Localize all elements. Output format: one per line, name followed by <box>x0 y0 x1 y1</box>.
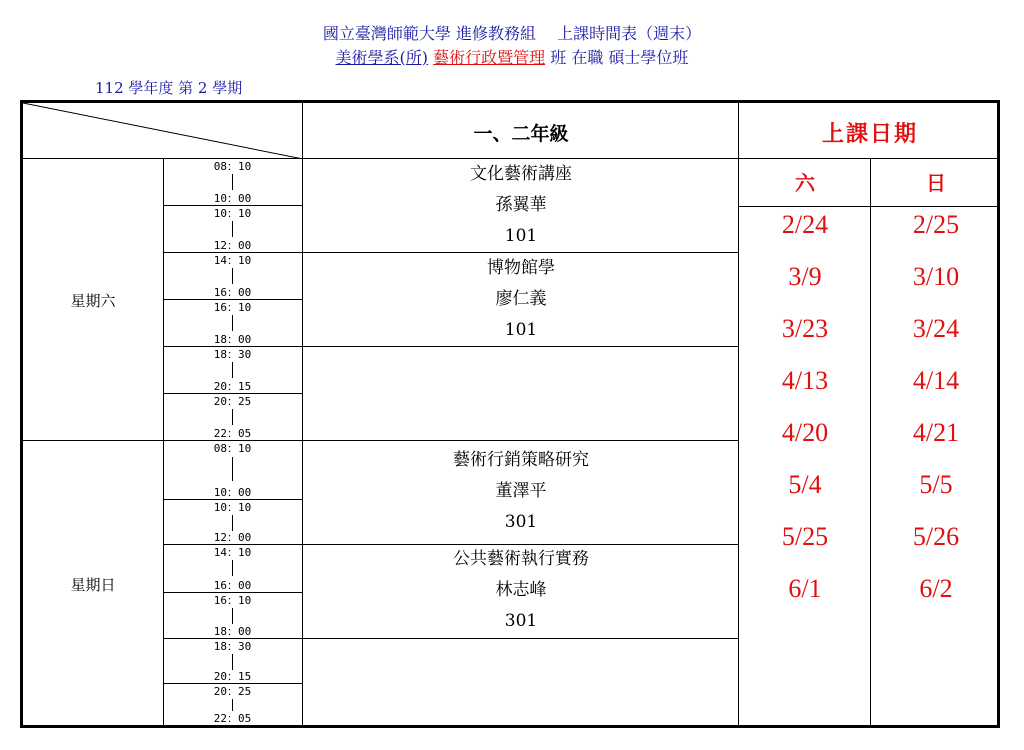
date-item: 6/2 <box>919 574 953 603</box>
schedule-title: 國立臺灣師範大學 進修教務組 上課時間表（週末） <box>322 24 702 43</box>
course-room: 301 <box>504 611 538 631</box>
slot-start: 18：30 <box>213 348 252 361</box>
course-cell <box>303 159 739 252</box>
program-name: 藝術行政暨管理 <box>433 48 546 67</box>
date-item: 3/24 <box>912 314 960 343</box>
slot-end: 16：00 <box>213 286 252 299</box>
course-cell <box>303 544 739 637</box>
program-type: 班 在職 碩士學位班 <box>550 48 689 67</box>
dates-header: 上課日期 <box>821 121 918 147</box>
date-item: 5/4 <box>788 470 822 499</box>
date-item: 4/13 <box>781 366 829 395</box>
slot-end: 18：00 <box>213 625 252 638</box>
time-slot <box>163 500 302 544</box>
slot-end: 20：15 <box>213 380 252 393</box>
date-item: 2/25 <box>912 210 960 239</box>
course-teacher: 林志峰 <box>495 580 547 600</box>
course-teacher: 孫翼華 <box>495 195 547 215</box>
date-item: 5/26 <box>912 522 960 551</box>
academic-term: 112 學年度 第 2 學期 <box>95 79 243 97</box>
course-teacher: 董澤平 <box>495 481 547 501</box>
date-item: 3/9 <box>788 262 822 291</box>
time-slot <box>163 253 302 299</box>
schedule-table <box>20 100 1000 728</box>
sunday-dates <box>871 199 1001 615</box>
day-label-sunday: 星期日 <box>70 576 116 594</box>
header-diagonal <box>23 103 303 159</box>
date-item: 6/1 <box>788 574 822 603</box>
slot-end: 16：00 <box>213 579 252 592</box>
date-item: 4/14 <box>912 366 960 395</box>
date-item: 5/25 <box>781 522 829 551</box>
day-label-saturday: 星期六 <box>70 292 116 310</box>
slot-end: 22：05 <box>213 712 252 725</box>
grid-line <box>23 440 739 441</box>
time-slot <box>163 394 302 440</box>
slot-start: 08：10 <box>213 160 252 173</box>
course-name: 公共藝術執行實務 <box>453 549 589 569</box>
saturday-dates <box>739 199 871 615</box>
slot-end: 20：15 <box>213 670 252 683</box>
course-teacher: 廖仁義 <box>495 289 547 309</box>
date-item: 4/21 <box>912 418 960 447</box>
slot-end: 22：05 <box>213 427 252 440</box>
slot-start: 10：10 <box>213 501 252 514</box>
date-item: 2/24 <box>781 210 829 239</box>
grade-header: 一、二年級 <box>473 123 569 145</box>
course-room: 101 <box>504 226 538 246</box>
program-title <box>0 45 1024 68</box>
slot-start: 08：10 <box>213 442 252 455</box>
course-room: 301 <box>504 512 538 532</box>
time-slot <box>163 206 302 252</box>
course-cell <box>303 253 739 346</box>
course-name: 文化藝術講座 <box>470 164 572 184</box>
department-name: 美術學系(所) <box>335 48 429 67</box>
slot-start: 16：10 <box>213 594 252 607</box>
slot-end: 12：00 <box>213 531 252 544</box>
date-item: 5/5 <box>919 470 953 499</box>
time-slot <box>163 159 302 205</box>
date-item: 4/20 <box>781 418 829 447</box>
slot-start: 18：30 <box>213 640 252 653</box>
time-slot <box>163 441 302 499</box>
slot-start: 20：25 <box>213 395 252 408</box>
course-name: 藝術行銷策略研究 <box>453 450 589 470</box>
slot-start: 14：10 <box>213 254 252 267</box>
saturday-header: 六 <box>795 171 815 195</box>
slot-start: 16：10 <box>213 301 252 314</box>
time-slot <box>163 300 302 346</box>
date-item: 3/10 <box>912 262 960 291</box>
course-cell <box>303 445 739 538</box>
slot-start: 14：10 <box>213 546 252 559</box>
date-item: 3/23 <box>781 314 829 343</box>
slot-start: 10：10 <box>213 207 252 220</box>
time-slot <box>163 639 302 683</box>
slot-end: 10：00 <box>213 486 252 499</box>
slot-end: 18：00 <box>213 333 252 346</box>
course-room: 101 <box>504 320 538 340</box>
time-slot <box>163 545 302 592</box>
sunday-header: 日 <box>926 171 946 195</box>
slot-start: 20：25 <box>213 685 252 698</box>
time-slot <box>163 347 302 393</box>
grid-line <box>738 158 1000 159</box>
time-slot <box>163 684 302 725</box>
slot-end: 10：00 <box>213 192 252 205</box>
time-slot <box>163 593 302 638</box>
slot-end: 12：00 <box>213 239 252 252</box>
course-name: 博物館學 <box>487 258 555 278</box>
